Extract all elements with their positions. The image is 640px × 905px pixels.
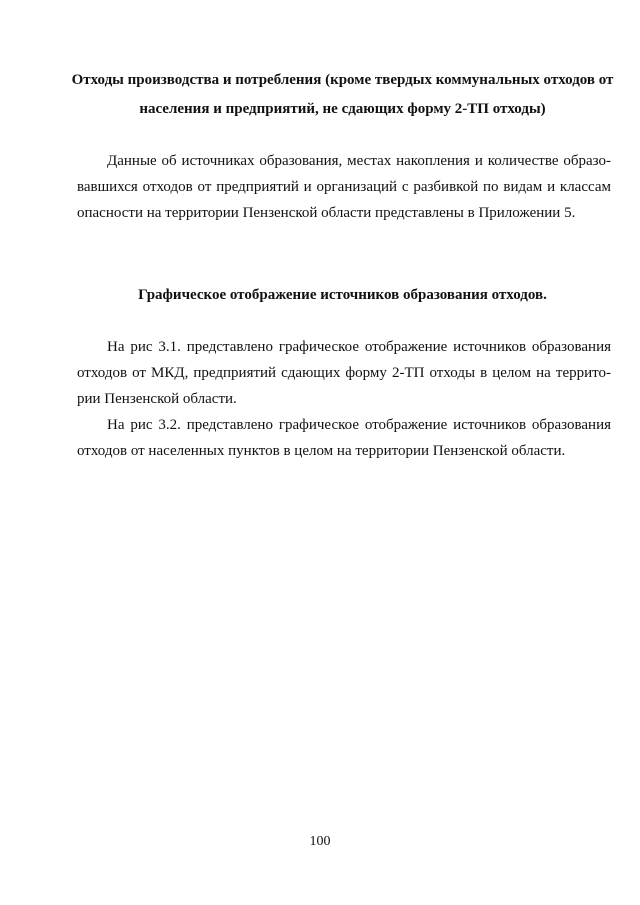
paragraph-line: отходов от населенных пунктов в целом на территории Пензенской области.	[77, 443, 566, 459]
page-number: 100	[309, 834, 331, 849]
paragraph-line: Данные об источниках образования, местах накопления и количестве образо-	[107, 153, 611, 169]
paragraph-line: рии Пензенской области.	[77, 391, 237, 407]
paragraph-line: На рис 3.1. представлено графическое отображение источников образования	[107, 339, 611, 355]
subsection-heading: Графическое отображение источников образования отходов.	[138, 287, 547, 303]
paragraph-line: отходов от МКД, предприятий сдающих форму 2-ТП отходы в целом на террито-	[77, 365, 611, 381]
paragraph-line: На рис 3.2. представлено графическое отображение источников образования	[107, 417, 611, 433]
section-heading	[70, 66, 615, 124]
paragraph-appendix-reference	[77, 148, 611, 226]
paragraph-line: вавшихся отходов от предприятий и организаций с разбивкой по видам и классам	[77, 179, 611, 195]
paragraph-line: опасности на территории Пензенской области представлены в Приложении 5.	[77, 205, 576, 221]
paragraph-figure-3-1	[77, 334, 611, 412]
section-heading-line-2: населения и предприятий, не сдающих форму 2-ТП отходы)	[139, 101, 546, 117]
paragraph-figure-3-2	[77, 412, 611, 464]
section-heading-line-1: Отходы производства и потребления (кроме твердых коммунальных отходов от	[71, 72, 614, 88]
